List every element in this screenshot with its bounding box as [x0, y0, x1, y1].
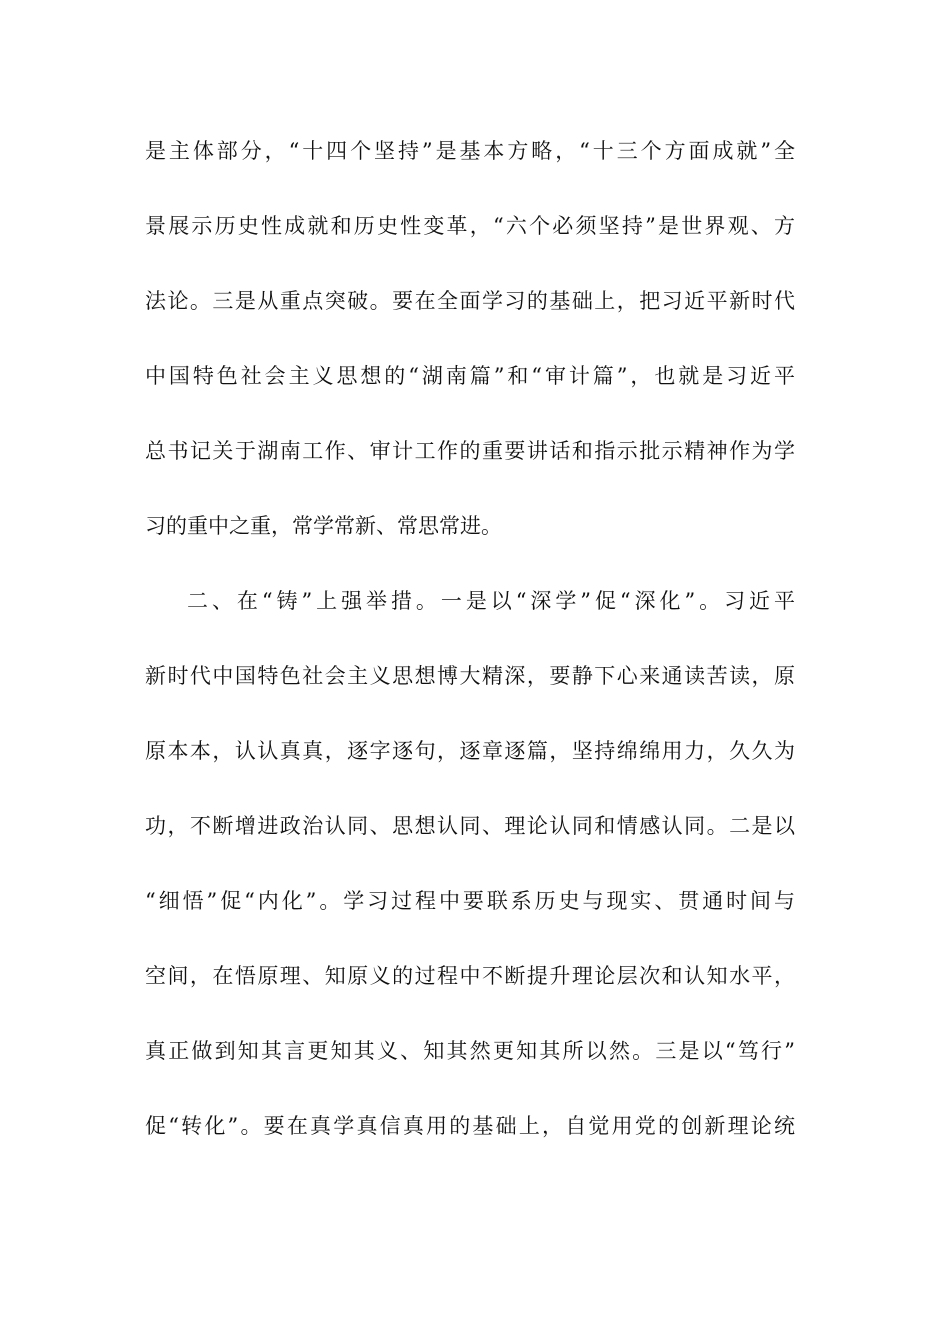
text-line: 新时代中国特色社会主义思想博大精深，要静下心来通读苦读，原	[145, 664, 795, 688]
paragraph-start-line: 二、在“铸”上强举措。一是以“深学”促“深化”。习近平	[187, 589, 795, 613]
text-line: 空间，在悟原理、知原义的过程中不断提升理论层次和认知水平，	[145, 964, 795, 988]
text-line: 功，不断增进政治认同、思想认同、理论认同和情感认同。二是以	[145, 814, 795, 838]
text-line: 促“转化”。要在真学真信真用的基础上，自觉用党的创新理论统	[145, 1114, 795, 1138]
text-line: 习的重中之重，常学常新、常思常进。	[145, 514, 502, 538]
text-line: 法论。三是从重点突破。要在全面学习的基础上，把习近平新时代	[145, 289, 795, 313]
text-line: 原本本，认认真真，逐字逐句，逐章逐篇，坚持绵绵用力，久久为	[145, 739, 795, 763]
text-line: 景展示历史性成就和历史性变革，“六个必须坚持”是世界观、方	[145, 214, 795, 238]
text-line: 中国特色社会主义思想的“湖南篇”和“审计篇”，也就是习近平	[145, 364, 795, 388]
text-line: 是主体部分，“十四个坚持”是基本方略，“十三个方面成就”全	[145, 139, 795, 163]
text-line: 总书记关于湖南工作、审计工作的重要讲话和指示批示精神作为学	[145, 439, 795, 463]
text-line: “细悟”促“内化”。学习过程中要联系历史与现实、贯通时间与	[145, 889, 795, 913]
text-line: 真正做到知其言更知其义、知其然更知其所以然。三是以“笃行”	[145, 1039, 795, 1063]
